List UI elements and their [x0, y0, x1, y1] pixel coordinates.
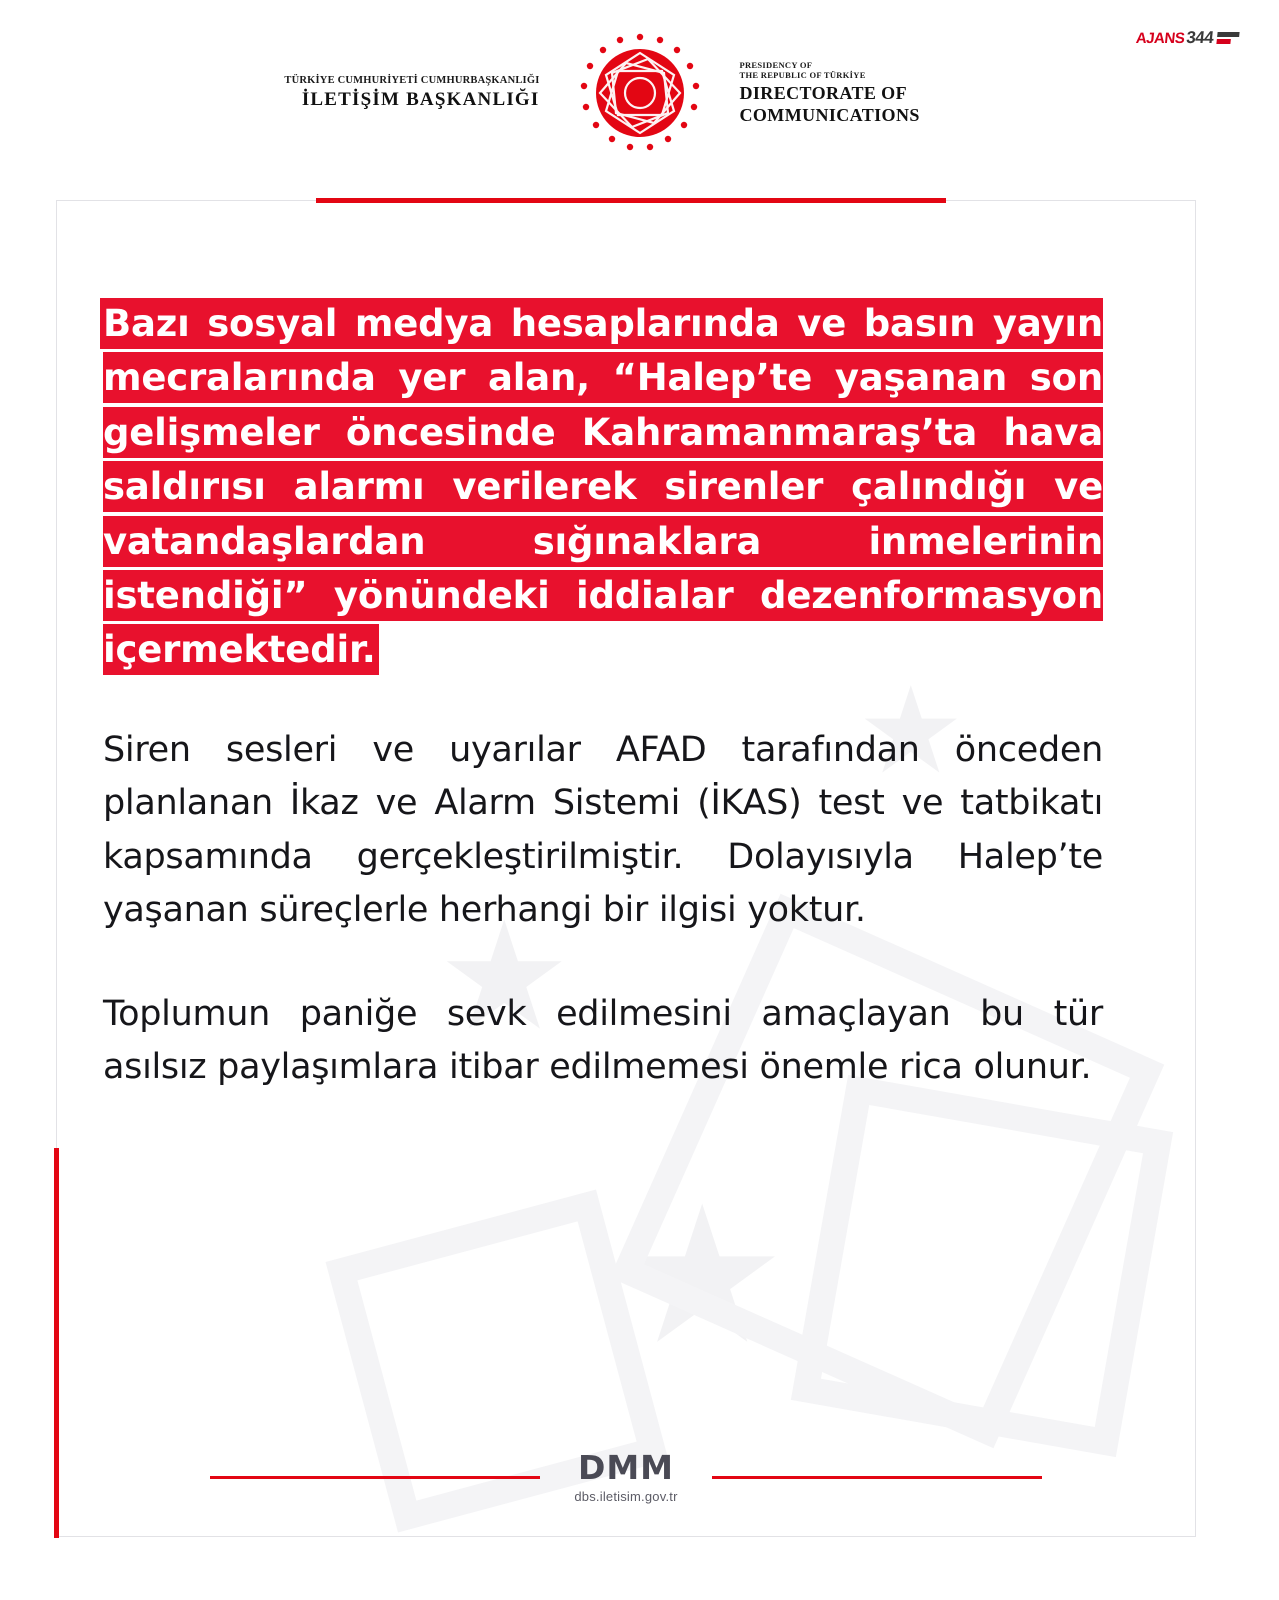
- header-right-big2: COMMUNICATIONS: [739, 105, 920, 126]
- headline-text: Bazı sosyal medya hesaplarında ve basın yayın mecralarında yer alan, “Halep’te yaşanan son gelişmeler öncesinde Kahramanmaraş’ta hava saldırısı alarmı verilerek sirenler çalındığı ve vatandaşlardan sığınaklara inmelerinin istendiği” yönündeki iddialar dezenformasyon içermektedir.: [103, 302, 1103, 672]
- header-left-line1: TÜRKİYE CUMHURİYETİ CUMHURBAŞKANLIĞI: [284, 74, 540, 86]
- watermark-star-2: ★: [857, 664, 965, 798]
- agency-logo-text-a: AJANS: [1134, 29, 1186, 47]
- agency-logo-bar-2: [1216, 39, 1231, 44]
- body-paragraph-2: Toplumun paniğe sevk edilmesini amaçlayan bu tür asılsız paylaşımlara itibar edilmemesi önemle rica olunur.: [103, 993, 1103, 1088]
- body-paragraph-1: Siren sesleri ve uyarılar AFAD tarafından önceden planlanan İkaz ve Alarm Sistemi (İKAS) test ve tatbikatı kapsamında gerçekleştirilmiştir. Dolayısıyla Halep’te yaşanan süreçlerle herhangi bir ilgisi yoktur.: [103, 729, 1103, 931]
- footer-brand-name: DMM: [577, 1448, 675, 1487]
- watermark-star-1: ★: [437, 892, 572, 1060]
- header-left-line2: İLETİŞİM BAŞKANLIĞI: [301, 88, 540, 110]
- header-right-small2: THE REPUBLIC OF TÜRKİYE: [739, 70, 866, 81]
- agency-logo-bars: [1214, 32, 1239, 44]
- headline-block: [103, 297, 1103, 678]
- turkey-presidency-emblem-icon: [576, 29, 704, 157]
- header-left-titles: [276, 75, 576, 111]
- page-header: [0, 0, 1279, 185]
- header-right-titles: [704, 60, 1004, 126]
- top-red-rule: [316, 198, 946, 203]
- watermark-polygon-2: [791, 1075, 1173, 1457]
- footer-url: dbs.iletisim.gov.tr: [574, 1489, 678, 1504]
- content-card: [56, 200, 1196, 1537]
- agency-logo-bar-1: [1217, 32, 1240, 37]
- agency-logo-text-b: 344: [1185, 28, 1215, 47]
- header-right-big1: DIRECTORATE OF: [739, 82, 907, 103]
- footer-rule-right: [712, 1476, 1042, 1479]
- watermark-star-3: ★: [617, 1170, 788, 1382]
- footer-rule-left: [210, 1476, 540, 1479]
- agency-logo: [1135, 28, 1240, 48]
- header-right-small1: PRESIDENCY OF: [739, 59, 813, 70]
- card-content: [57, 201, 1195, 1095]
- footer-brand: [540, 1448, 711, 1504]
- page-footer: [57, 1448, 1195, 1504]
